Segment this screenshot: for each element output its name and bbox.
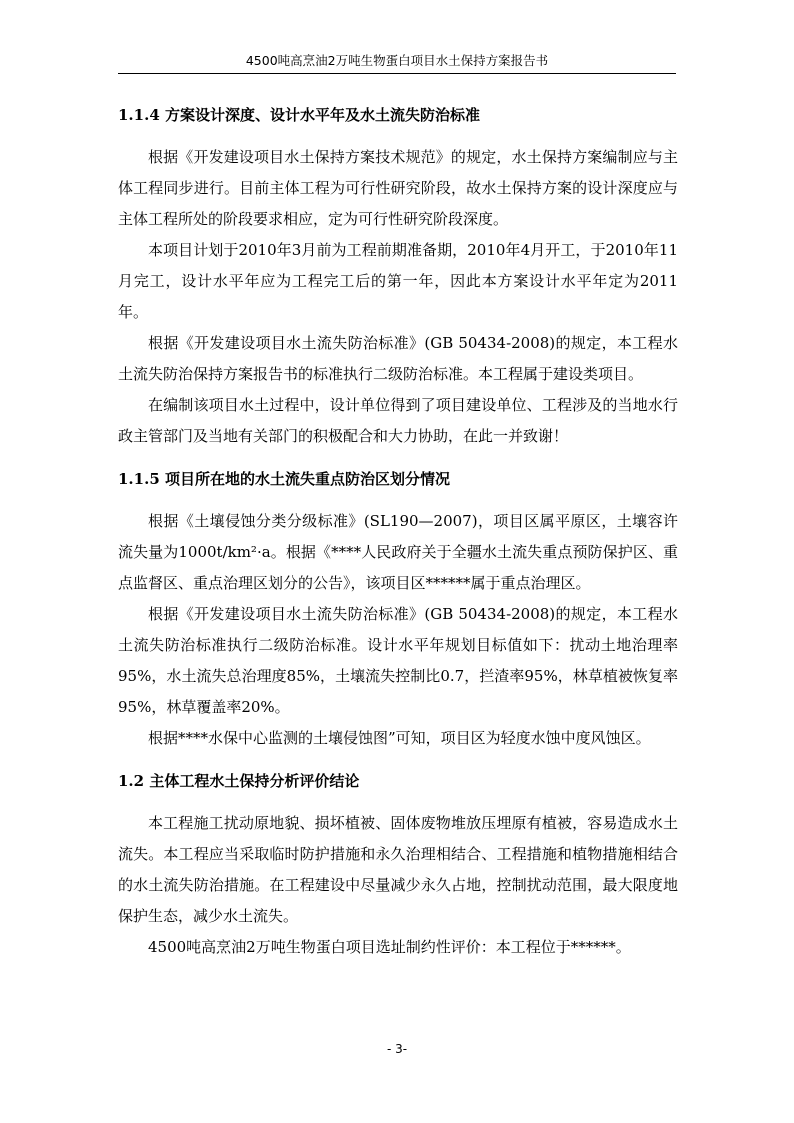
paragraph: 根据****水保中心监测的土壤侵蚀图”可知，项目区为轻度水蚀中度风蚀区。 bbox=[148, 729, 651, 747]
page-header bbox=[118, 49, 676, 74]
document-body bbox=[118, 100, 678, 963]
paragraph: 本工程施工扰动原地貌、损坏植被、固体废物堆放压埋原有植被，容易造成水土流失。本工程应当采取临时防护措施和永久治理相结合、工程措施和植物措施相结合的水土流失防治措施。在工程建设中尽量减少永久占地，控制扰动范围，最大限度地保护生态，减少水土流失。 bbox=[118, 814, 678, 925]
paragraph: 4500吨高烹油2万吨生物蛋白项目选址制约性评价：本工程位于******。 bbox=[148, 938, 631, 956]
spacer bbox=[118, 754, 678, 766]
page-number: - 3- bbox=[386, 1042, 408, 1056]
section-heading-1-2: 1.2 主体工程水土保持分析评价结论 bbox=[118, 772, 360, 790]
paragraph: 本项目计划于2010年3月前为工程前期准备期，2010年4月开工，于2010年11月完工，设计水平年应为工程完工后的第一年，因此本方案设计水平年定为2011年。 bbox=[118, 241, 678, 321]
paragraph: 根据《开发建设项目水土流失防治标准》(GB 50434-2008)的规定，本工程水土流失防治标准执行二级防治标准。设计水平年规划目标值如下：扰动土地治理率95%，水土流失总治理度85%，土壤流失控制比0.7，拦渣率95%，林草植被恢复率95%，林草覆盖率20%。 bbox=[118, 605, 678, 716]
paragraph: 在编制该项目水土过程中，设计单位得到了项目建设单位、工程涉及的当地水行政主管部门及当地有关部门的积极配合和大力协助，在此一并致谢！ bbox=[118, 396, 678, 445]
section-heading-1-1-4: 1.1.4 方案设计深度、设计水平年及水土流失防治标准 bbox=[118, 106, 480, 124]
paragraph: 根据《开发建设项目水土保持方案技术规范》的规定，水土保持方案编制应与主体工程同步进行。目前主体工程为可行性研究阶段，故水土保持方案的设计深度应与主体工程所处的阶段要求相应，定为可行性研究阶段深度。 bbox=[118, 148, 678, 228]
spacer bbox=[118, 452, 678, 464]
paragraph: 根据《开发建设项目水土流失防治标准》(GB 50434-2008)的规定，本工程水土流失防治保持方案报告书的标准执行二级防治标准。本工程属于建设类项目。 bbox=[118, 334, 678, 383]
paragraph: 根据《土壤侵蚀分类分级标准》(SL190—2007)，项目区属平原区，土壤容许流失量为1000t/km²·a。根据《****人民政府关于全疆水土流失重点预防保护区、重点监督区、重点治理区划分的公告》，该项目区******属于重点治理区。 bbox=[118, 512, 678, 592]
section-heading-1-1-5: 1.1.5 项目所在地的水土流失重点防治区划分情况 bbox=[118, 470, 450, 488]
header-title: 4500吨高烹油2万吨生物蛋白项目水土保持方案报告书 bbox=[245, 53, 549, 68]
